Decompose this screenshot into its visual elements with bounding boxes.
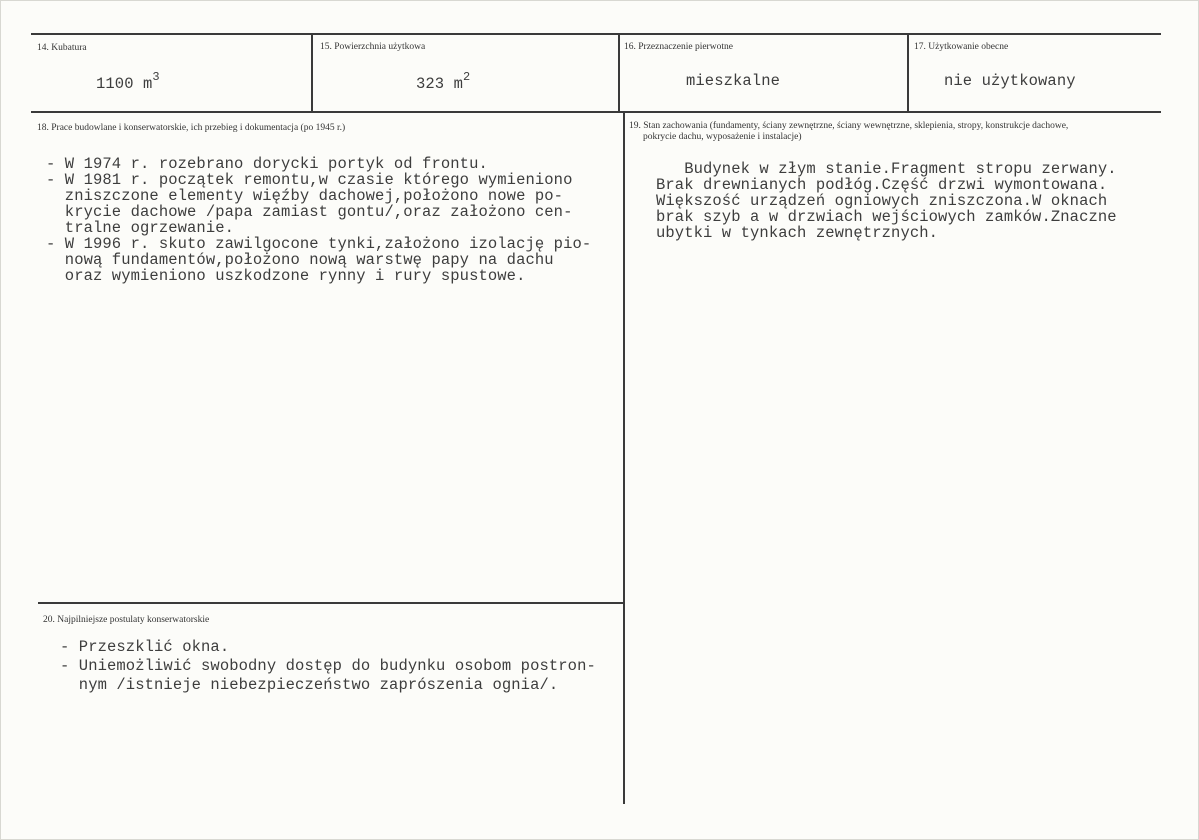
section-18-line: nową fundamentów,położono nową warstwę papy na dachu bbox=[46, 251, 554, 269]
field-17-value: nie użytkowany bbox=[944, 72, 1076, 90]
divider-14-15 bbox=[311, 34, 313, 112]
section-18-line: oraz wymieniono uszkodzone rynny i rury spustowe. bbox=[46, 267, 526, 285]
row-rule bbox=[31, 111, 1161, 113]
section-19-label-line2: pokrycie dachu, wyposażenie i instalacje) bbox=[643, 132, 802, 142]
field-15-number: 323 m bbox=[416, 75, 464, 94]
section-19-line: brak szyb a w drzwiach wejściowych zamków.Znaczne bbox=[656, 208, 1117, 226]
field-15-exponent: 2 bbox=[463, 70, 471, 84]
section-20-line: - Przeszklić okna. bbox=[60, 638, 230, 656]
divider-16-17 bbox=[907, 34, 909, 112]
section-18-line: zniszczone elementy więźby dachowej,położono nowe po- bbox=[46, 187, 564, 205]
section-18-line: - W 1981 r. początek remontu,w czasie którego wymieniono bbox=[46, 171, 573, 189]
field-16-label: 16. Przeznaczenie pierwotne bbox=[624, 42, 733, 52]
field-16-value: mieszkalne bbox=[686, 72, 781, 90]
section-18-text bbox=[46, 156, 591, 284]
section-19-line: Budynek w złym stanie.Fragment stropu zerwany. bbox=[656, 160, 1117, 178]
field-14-label: 14. Kubatura bbox=[37, 43, 87, 53]
section-19-line: Brak drewnianych podłóg.Część drzwi wymontowana. bbox=[656, 176, 1108, 194]
field-15-label: 15. Powierzchnia użytkowa bbox=[320, 42, 426, 52]
field-15-value bbox=[416, 72, 470, 93]
top-rule bbox=[31, 33, 1161, 35]
main-column-divider bbox=[623, 112, 625, 804]
field-17-label: 17. Użytkowanie obecne bbox=[914, 42, 1009, 52]
section-20-text bbox=[60, 638, 596, 695]
section-20-label: 20. Najpilniejsze postulaty konserwatorskie bbox=[43, 615, 210, 625]
section-18-line: - W 1974 r. rozebrano dorycki portyk od frontu. bbox=[46, 155, 488, 173]
section20-rule bbox=[38, 602, 624, 604]
section-19-label-line1: 19. Stan zachowania (fundamenty, ściany zewnętrzne, ściany wewnętrzne, sklepienia, stropy, konstrukcje dachowe, bbox=[629, 121, 1069, 131]
section-18-line: krycie dachowe /papa zamiast gontu/,oraz założono cen- bbox=[46, 203, 573, 221]
divider-15-16 bbox=[618, 34, 620, 112]
field-14-value bbox=[96, 72, 160, 93]
section-20-line: - Uniemożliwić swobodny dostęp do budynku osobom postron- bbox=[60, 657, 596, 675]
section-18-line: tralne ogrzewanie. bbox=[46, 219, 235, 237]
section-18-label: 18. Prace budowlane i konserwatorskie, ich przebieg i dokumentacja (po 1945 r.) bbox=[37, 123, 346, 133]
section-19-line: ubytki w tynkach zewnętrznych. bbox=[656, 224, 939, 242]
field-14-exponent: 3 bbox=[152, 70, 160, 84]
section-18-line: - W 1996 r. skuto zawilgocone tynki,założono izolację pio- bbox=[46, 235, 592, 253]
field-14-number: 1100 m bbox=[96, 75, 153, 94]
section-19-line: Większość urządzeń ogniowych zniszczona.W oknach bbox=[656, 192, 1108, 210]
section-20-line: nym /istnieje niebezpieczeństwo zaprószenia ognia/. bbox=[60, 676, 559, 694]
section-19-text bbox=[656, 161, 1117, 241]
